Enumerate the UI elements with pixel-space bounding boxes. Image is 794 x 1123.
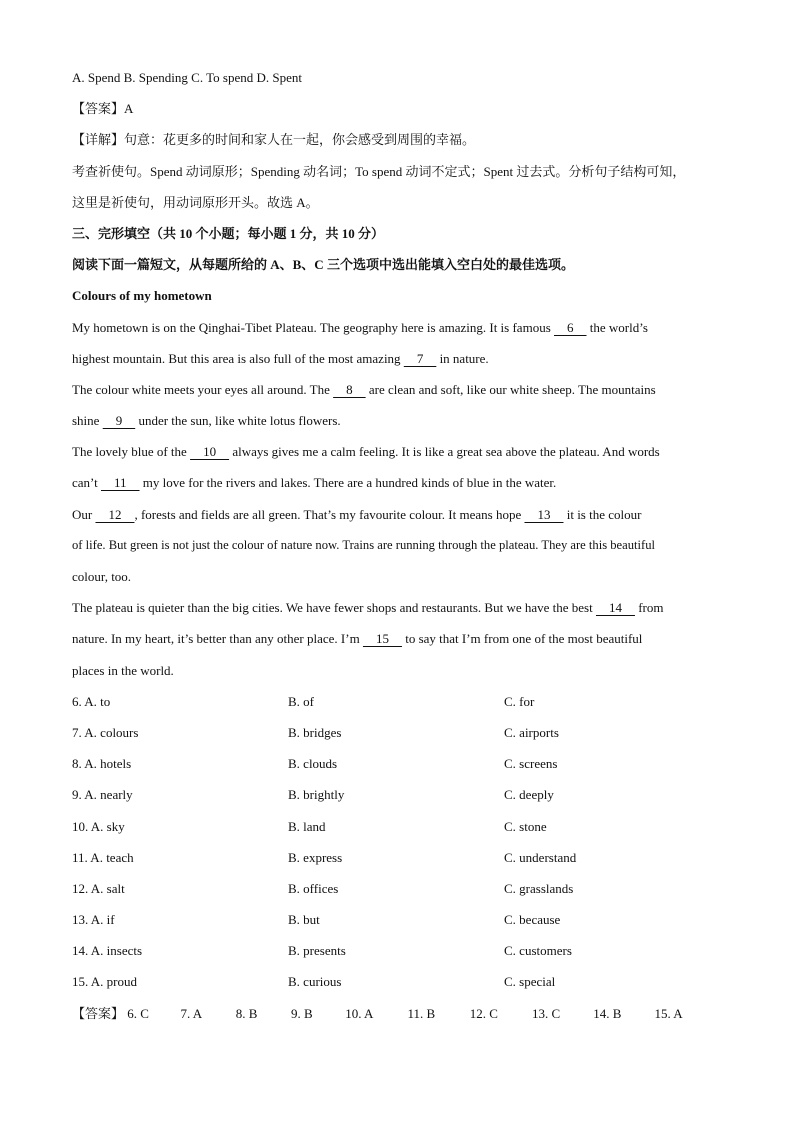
option-row (72, 935, 724, 966)
passage-text: always gives me a calm feeling. It is like a great sea above the plateau. And words (232, 444, 660, 460)
passage-line (72, 312, 724, 343)
blank-6: 6 (554, 319, 587, 335)
option-c: C. because (504, 912, 561, 928)
answer-item: 7. A (180, 1005, 203, 1021)
option-c: C. airports (504, 724, 559, 740)
option-b: B. presents (288, 943, 346, 959)
passage-line (72, 499, 724, 530)
option-row (72, 842, 724, 873)
passage-line (72, 623, 724, 654)
blank-13: 13 (524, 506, 564, 522)
option-a: 15. A. proud (72, 974, 137, 990)
option-b: B. but (288, 912, 320, 928)
passage-line: places in the world. (72, 662, 174, 678)
passage-text: highest mountain. But this area is also full of the most amazing (72, 350, 401, 366)
option-b: B. express (288, 849, 343, 865)
passage-line (72, 405, 724, 436)
option-c: C. screens (504, 756, 558, 772)
passage-text: it is the colour (566, 506, 642, 522)
option-b: B. of (288, 693, 314, 709)
passage-text: my love for the rivers and lakes. There are a hundred kinds of blue in the water. (142, 475, 557, 491)
passage-text: are clean and soft, like our white sheep. The mountains (368, 381, 656, 397)
option-a: 8. A. hotels (72, 756, 132, 772)
passage-text: The lovely blue of the (72, 444, 187, 460)
option-c: C. stone (504, 818, 547, 834)
passage-text: Our (72, 506, 93, 522)
passage-text: , forests and fields are all green. That’s my favourite colour. It means hope (134, 506, 522, 522)
answer-item: 11. B (407, 1005, 436, 1021)
answer-key (72, 998, 724, 1029)
option-row (72, 686, 724, 717)
prev-question-detail-1: 【详解】句意：花更多的时间和家人在一起，你会感受到周围的幸福。 (72, 132, 476, 148)
prev-question-options: A. Spend B. Spending C. To spend D. Spent (72, 70, 302, 85)
option-a: 11. A. teach (72, 849, 134, 865)
option-a: 14. A. insects (72, 943, 143, 959)
option-c: C. grasslands (504, 880, 574, 896)
option-b: B. clouds (288, 756, 338, 772)
option-a: 6. A. to (72, 693, 111, 709)
option-row (72, 873, 724, 904)
option-a: 10. A. sky (72, 818, 125, 834)
answer-item: 13. C (532, 1005, 561, 1021)
blank-14: 14 (595, 600, 635, 616)
option-c: C. understand (504, 849, 577, 865)
options-list (72, 686, 724, 998)
passage-line (72, 592, 724, 623)
passage-line (72, 374, 724, 405)
answer-label: 【答案】 (72, 1005, 125, 1021)
prev-question-detail-2: 考查祈使句。Spend 动词原形；Spending 动名词；To spend 动词不定式；Spent 过去式。分析句子结构可知， (72, 163, 686, 179)
answer-item: 14. B (593, 1005, 622, 1021)
prev-question-answer: 【答案】A (72, 101, 134, 117)
option-row (72, 779, 724, 810)
option-b: B. brightly (288, 787, 345, 803)
passage-line (72, 467, 724, 498)
blank-9: 9 (102, 413, 136, 429)
option-row (72, 748, 724, 779)
passage-text: in nature. (439, 350, 489, 366)
answer-item: 6. C (127, 1005, 149, 1021)
option-c: C. deeply (504, 787, 554, 803)
passage-title: Colours of my hometown (72, 288, 212, 304)
option-b: B. bridges (288, 724, 342, 740)
section-instruction: 阅读下面一篇短文，从每题所给的 A、B、C 三个选项中选出能填入空白处的最佳选项。 (72, 257, 574, 273)
passage-line: colour, too. (72, 569, 132, 584)
option-b: B. land (288, 818, 326, 834)
option-a: 12. A. salt (72, 880, 125, 896)
document-page (72, 62, 724, 1029)
passage-text: My hometown is on the Qinghai-Tibet Plateau. The geography here is amazing. It is famous (72, 319, 551, 335)
passage-text: to say that I’m from one of the most beautiful (405, 631, 643, 647)
passage-line (72, 343, 724, 374)
blank-11: 11 (101, 475, 140, 491)
answer-item: 10. A (345, 1005, 374, 1021)
option-c: C. customers (504, 943, 572, 959)
passage-text: from (638, 600, 664, 616)
answer-item: 15. A (654, 1005, 683, 1021)
answer-item: 8. B (235, 1005, 258, 1021)
option-c: C. special (504, 974, 556, 990)
passage-text: shine (72, 413, 100, 429)
option-row (72, 966, 724, 997)
answer-item: 12. C (469, 1005, 498, 1021)
blank-15: 15 (362, 631, 402, 647)
passage-text: The colour white meets your eyes all around. The (72, 381, 330, 397)
blank-12: 12 (95, 506, 135, 522)
passage-text: nature. In my heart, it’s better than any other place. I’m (72, 631, 360, 647)
option-c: C. for (504, 693, 535, 709)
option-row (72, 811, 724, 842)
passage-line: of life. But green is not just the colour of nature now. Trains are running through the plateau. They are this beautiful (72, 537, 656, 552)
prev-question-detail-3: 这里是祈使句，用动词原形开头。故选 A。 (72, 194, 319, 210)
option-a: 9. A. nearly (72, 787, 133, 803)
option-a: 7. A. colours (72, 724, 139, 740)
option-b: B. curious (288, 974, 342, 990)
passage-text: can’t (72, 475, 98, 491)
answer-item: 9. B (291, 1005, 313, 1021)
option-b: B. offices (288, 880, 339, 896)
passage-text: under the sun, like white lotus flowers. (138, 413, 341, 429)
blank-8: 8 (333, 381, 366, 397)
passage-text: the world’s (589, 319, 648, 335)
option-row (72, 904, 724, 935)
blank-10: 10 (190, 444, 230, 460)
passage-text: The plateau is quieter than the big cities. We have fewer shops and restaurants. But we have the best (72, 600, 593, 616)
blank-7: 7 (403, 350, 437, 366)
section-heading: 三、完形填空（共 10 个小题；每小题 1 分，共 10 分） (72, 225, 385, 241)
passage-line (72, 436, 724, 467)
option-a: 13. A. if (72, 912, 115, 928)
option-row (72, 717, 724, 748)
